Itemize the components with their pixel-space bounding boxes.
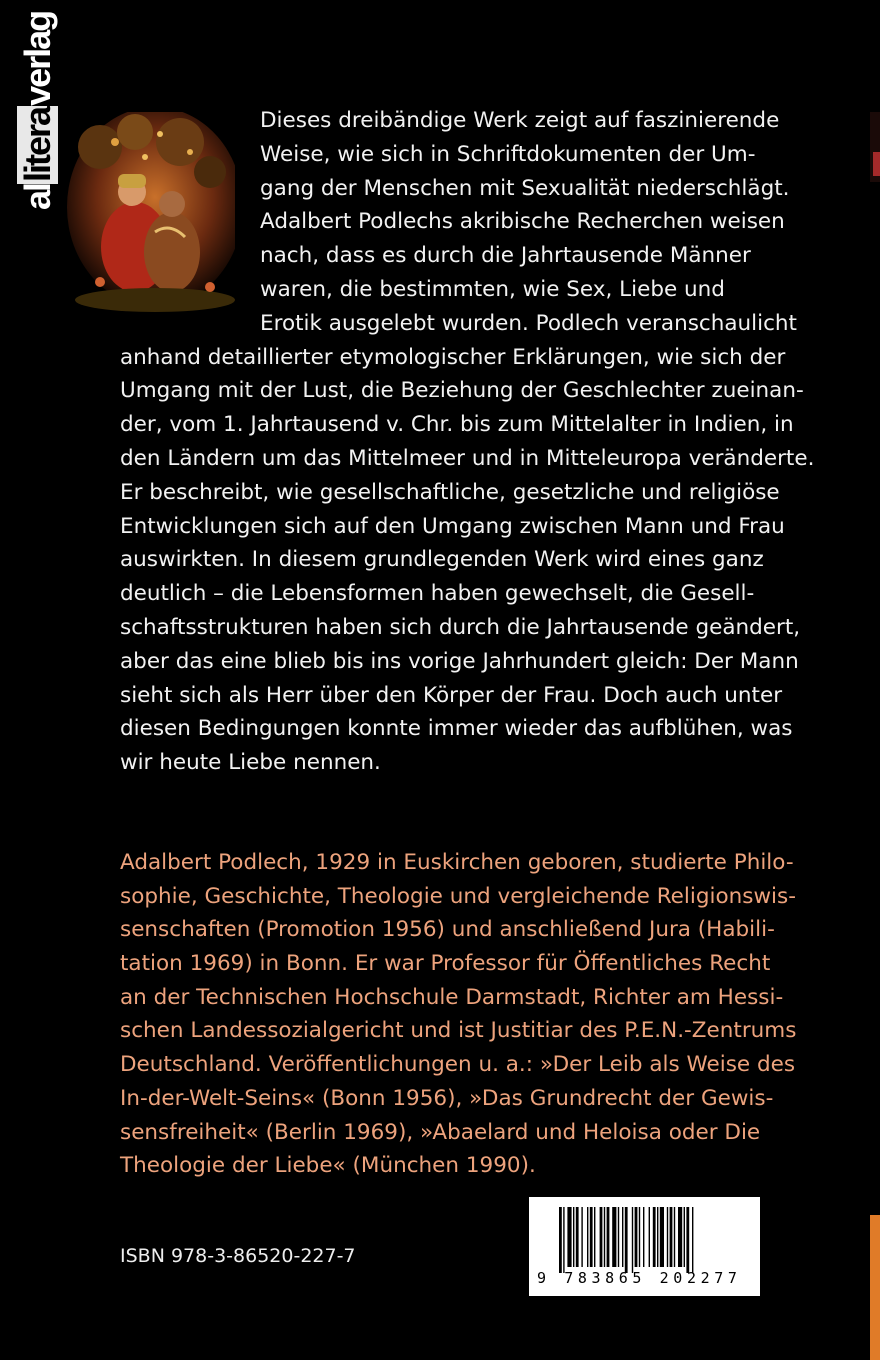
logo-part-litera: litera: [17, 107, 58, 182]
barcode-bar: [649, 1207, 650, 1267]
barcode-bar: [600, 1207, 603, 1267]
barcode-bar: [587, 1207, 588, 1267]
barcode-bar: [622, 1207, 623, 1267]
logo-part-verlag: verlag: [17, 11, 58, 106]
description-line: der, vom 1. Jahrtausend v. Chr. bis zum Mittelalter in Indien, in: [120, 412, 794, 438]
barcode-digits: 9 783865 202277: [537, 1269, 742, 1287]
barcode-bar: [612, 1207, 616, 1267]
barcode-bar: [639, 1207, 640, 1267]
description-line: Umgang mit der Lust, die Beziehung der Geschlechter zueinan-: [120, 378, 804, 404]
adjacent-cover-fragment: [870, 112, 880, 182]
barcode-bar: [559, 1207, 562, 1273]
description-line: schaftsstrukturen haben sich durch die Jahrtausende geändert,: [120, 614, 801, 640]
barcode-bar: [667, 1207, 668, 1267]
description-line: anhand detaillierter etymologischer Erklärungen, wie sich der: [120, 344, 786, 370]
description-line: Entwicklungen sich auf den Umgang zwischen Mann und Frau: [120, 513, 785, 539]
bio-line: schen Landessozialgericht und ist Justitiar des P.E.N.-Zentrums: [120, 1018, 797, 1044]
barcode-bar: [670, 1207, 673, 1267]
description-line: waren, die bestimmten, wie Sex, Liebe und: [260, 276, 725, 302]
bio-line: In-der-Welt-Seins« (Bonn 1956), »Das Grundrecht der Gewis-: [120, 1085, 774, 1111]
barcode-bar: [692, 1207, 693, 1273]
description-line: Weise, wie sich in Schriftdokumenten der Um-: [260, 141, 756, 167]
bio-line: tation 1969) in Bonn. Er war Professor für Öffentliches Recht: [120, 951, 771, 977]
bio-line: sophie, Geschichte, Theologie und vergleichende Religionswis-: [120, 883, 796, 909]
description-line: nach, dass es durch die Jahrtausende Männer: [260, 243, 751, 269]
bio-line: senschaften (Promotion 1956) und anschließend Jura (Habili-: [120, 917, 775, 943]
bio-line: Deutschland. Veröffentlichungen u. a.: »Der Leib als Weise des: [120, 1052, 796, 1078]
barcode-bar: [604, 1207, 605, 1267]
barcode-bar: [576, 1207, 579, 1267]
barcode-bar: [581, 1207, 582, 1267]
description-line: gang der Menschen mit Sexualität niederschlägt.: [260, 175, 790, 201]
barcode-bar: [625, 1207, 628, 1273]
barcode: [529, 1197, 760, 1296]
barcode-bar: [684, 1207, 685, 1267]
description-line: Dieses dreibändige Werk zeigt auf faszinierende: [260, 108, 780, 133]
publisher-logo: [17, 11, 58, 210]
barcode-bar: [643, 1207, 644, 1267]
barcode-bar: [573, 1207, 574, 1267]
bio-line: sensfreiheit« (Berlin 1969), »Abaelard und Heloisa oder Die: [120, 1119, 761, 1145]
description-line: Erotik ausgelebt wurden. Podlech veranschaulicht: [260, 310, 797, 336]
barcode-bar: [618, 1207, 619, 1267]
author-bio: [120, 846, 797, 1183]
description-line: Er beschreibt, wie gesellschaftliche, gesetzliche und religiöse: [120, 479, 780, 505]
description-line: aber das eine blieb bis ins vorige Jahrhundert gleich: Der Mann: [120, 648, 799, 674]
bio-line: Adalbert Podlech, 1929 in Euskirchen geboren, studierte Philo-: [120, 850, 794, 875]
barcode-bar: [635, 1207, 638, 1267]
barcode-bar: [594, 1207, 595, 1267]
isbn-text: ISBN 978-3-86520-227-7: [120, 1245, 356, 1267]
description-line: wir heute Liebe nennen.: [120, 750, 381, 776]
bio-line: an der Technischen Hochschule Darmstadt, Richter am Hessi-: [120, 984, 784, 1010]
barcode-bar: [567, 1207, 571, 1267]
bio-line: Theologie der Liebe« (München 1990).: [120, 1153, 536, 1179]
barcode-bar: [607, 1207, 610, 1267]
barcode-bar: [632, 1207, 633, 1273]
description-line: den Ländern um das Mittelmeer und in Mitteleuropa veränderte.: [120, 445, 815, 471]
barcode-bar: [653, 1207, 656, 1267]
barcode-bar: [657, 1207, 658, 1267]
barcode-bar: [660, 1207, 664, 1267]
barcode-bar: [678, 1207, 682, 1267]
description-line: deutlich – die Lebensformen haben gewechselt, die Gesell-: [120, 581, 755, 607]
description-line: diesen Bedingungen konnte immer wieder das aufblühen, was: [120, 716, 793, 742]
barcode-bar: [674, 1207, 675, 1267]
description-line: sieht sich als Herr über den Körper der Frau. Doch auch unter: [120, 682, 783, 708]
logo-part-al: al: [17, 183, 58, 210]
barcode-bar: [686, 1207, 689, 1273]
description-line: auswirkten. In diesem grundlegenden Werk wird eines ganz: [120, 547, 764, 573]
book-description: [120, 104, 815, 780]
description-line: Adalbert Podlechs akribische Recherchen weisen: [260, 209, 785, 235]
barcode-bar: [590, 1207, 593, 1267]
orange-edge-strip: [870, 1215, 880, 1360]
barcode-bar: [563, 1207, 564, 1273]
